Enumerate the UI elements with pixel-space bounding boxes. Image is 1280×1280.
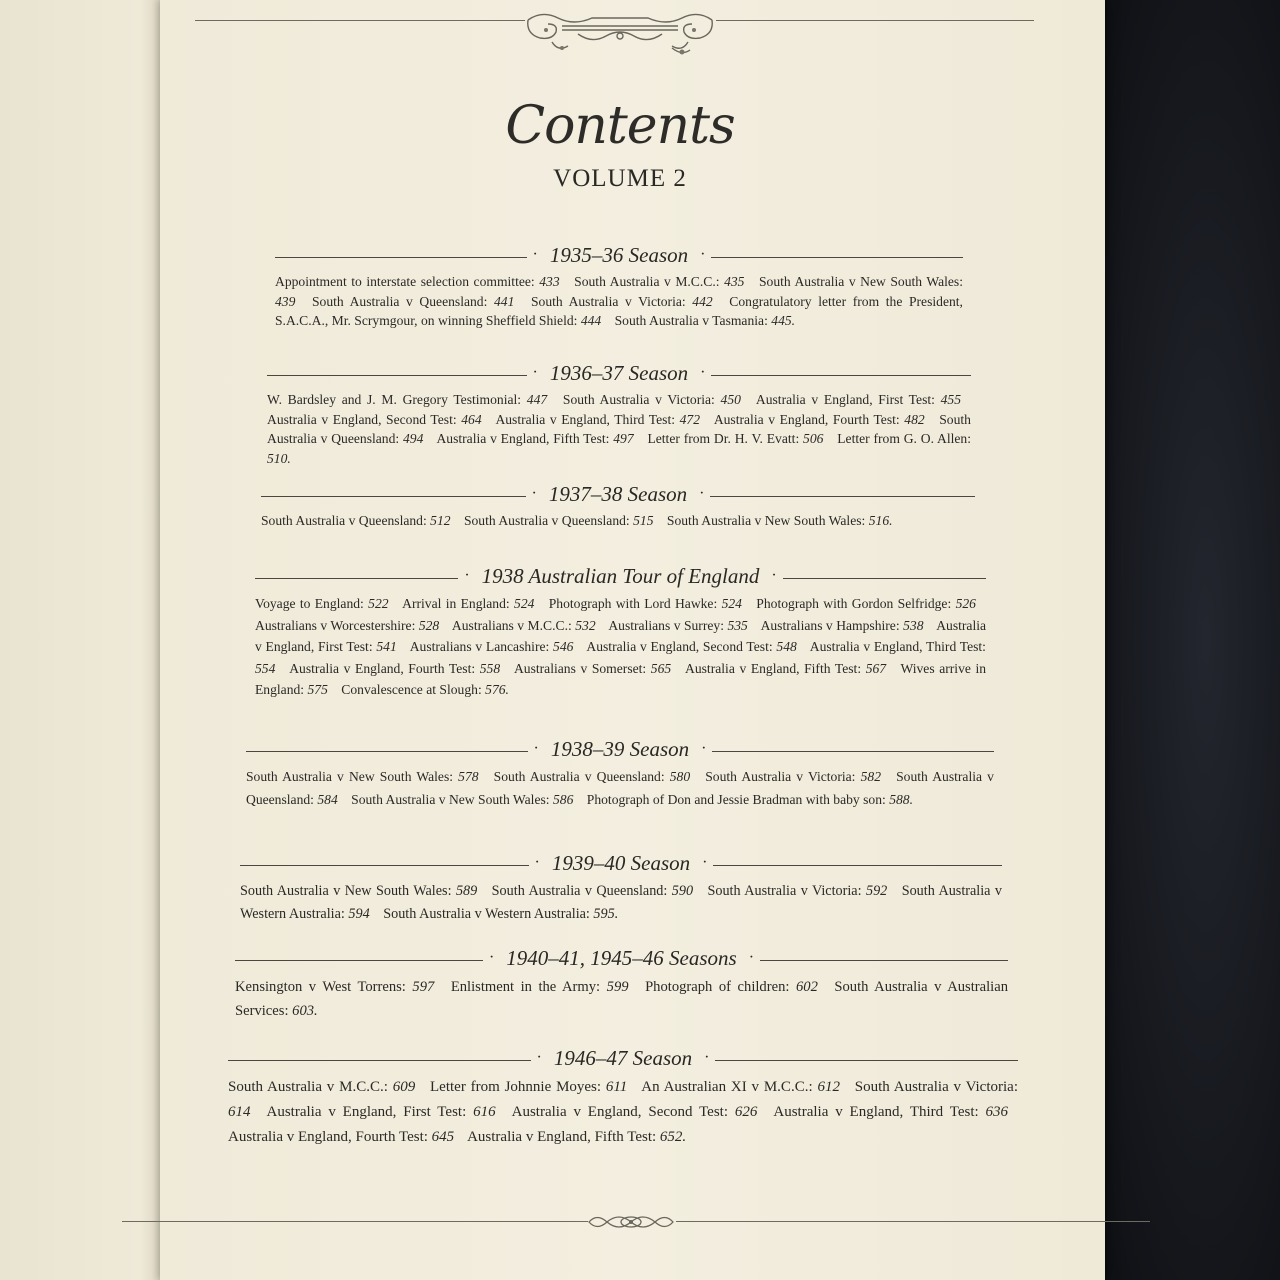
contents-entry	[402, 596, 534, 611]
heading-rule-left	[246, 751, 528, 752]
entry-title: South Australia v Queensland:	[267, 411, 971, 446]
section-1940-46	[235, 945, 1008, 1023]
section-1936-37	[267, 360, 971, 468]
contents-entry	[451, 979, 629, 995]
entry-title: Convalescence at Slough:	[341, 682, 482, 697]
entry-page-number: 528	[418, 617, 440, 633]
entry-page-number: 594	[348, 906, 370, 922]
contents-entry	[267, 412, 482, 427]
entry-page-number: 565	[650, 660, 672, 676]
entry-title: South Australia v New South Wales:	[666, 513, 866, 528]
section-title: 1939–40 Season	[551, 850, 691, 875]
entry-page-number: 524	[514, 596, 535, 611]
entry-page-number: 652.	[659, 1129, 687, 1145]
entry-title: South Australia v New South Wales:	[351, 791, 550, 807]
heading-rule-right	[710, 496, 975, 497]
contents-entry	[512, 1104, 758, 1120]
section-title: 1938 Australian Tour of England	[481, 563, 760, 588]
contents-entry	[514, 661, 671, 676]
entry-page-number: 512	[430, 513, 451, 528]
entry-page-number: 450	[720, 392, 741, 407]
entry-page-number: 611	[605, 1079, 628, 1095]
contents-entry	[410, 639, 574, 654]
entry-title: South Australia v Western Australia:	[240, 883, 1003, 922]
entry-page-number: 444	[580, 313, 602, 328]
section-title: 1946–47 Season	[553, 1045, 693, 1070]
entry-title: South Australia v Tasmania:	[614, 313, 768, 328]
section-entries	[275, 272, 963, 331]
contents-entry	[452, 618, 596, 633]
contents-entry	[531, 294, 713, 309]
section-entries	[228, 1075, 1018, 1150]
section-title: 1938–39 Season	[550, 736, 690, 761]
entry-title: South Australia v Victoria:	[530, 293, 686, 309]
entry-page-number: 497	[613, 431, 634, 446]
entry-title: Kensington v West Torrens:	[235, 979, 406, 995]
entry-page-number: 464	[461, 411, 482, 427]
section-heading: · 1939–40 Season ·	[240, 850, 1002, 876]
contents-entry	[714, 412, 925, 427]
entry-page-number: 599	[606, 979, 629, 995]
entry-title: South Australia v Victoria:	[705, 769, 856, 784]
contents-entry	[574, 274, 744, 289]
contents-entry	[608, 618, 748, 633]
entry-title: Letter from Dr. H. V. Evatt:	[647, 431, 800, 446]
entry-title: South Australia v Victoria:	[707, 883, 862, 899]
heading-rule-right	[783, 578, 986, 579]
section-heading: · 1938–39 Season ·	[246, 736, 994, 762]
contents-entry	[430, 1079, 627, 1095]
heading-rule-right	[711, 375, 971, 376]
entry-page-number: 645	[431, 1129, 455, 1145]
entry-title: Australia v England, First Test:	[255, 617, 987, 654]
section-1946-47	[228, 1045, 1018, 1150]
entry-page-number: 554	[255, 660, 276, 676]
heading-rule-left	[261, 496, 526, 497]
entry-page-number: 442	[692, 293, 713, 309]
heading-rule-right	[711, 257, 963, 258]
entry-page-number: 515	[633, 513, 654, 528]
heading-rule-right	[715, 1060, 1018, 1061]
entry-title: South Australia v Queensland:	[312, 293, 488, 309]
entry-page-number: 472	[679, 411, 700, 427]
page-title: Contents	[505, 96, 735, 156]
contents-entry	[756, 392, 961, 407]
entry-title: Voyage to England:	[255, 596, 364, 611]
entry-title: South Australia v New South Wales:	[240, 883, 452, 899]
entry-page-number: 439	[275, 293, 296, 309]
contents-entry	[761, 618, 924, 633]
section-entries	[255, 593, 986, 701]
section-title: 1936–37 Season	[549, 360, 689, 385]
entry-title: South Australia v M.C.C.:	[228, 1079, 388, 1095]
heading-rule-right	[760, 960, 1008, 961]
entry-page-number: 510.	[267, 450, 291, 466]
contents-entry	[705, 769, 881, 784]
contents-entry	[667, 513, 893, 528]
entry-page-number: 588.	[889, 791, 913, 807]
bottom-rule-right	[676, 1221, 1150, 1222]
entry-page-number: 582	[860, 769, 881, 784]
contents-entry	[436, 431, 633, 446]
section-heading: · 1940–41, 1945–46 Seasons ·	[235, 945, 1008, 971]
entry-title: Photograph of children:	[645, 979, 790, 995]
entry-title: South Australia v Queensland:	[261, 513, 427, 528]
contents-entry	[383, 906, 618, 922]
section-entries	[235, 975, 1008, 1023]
entry-page-number: 447	[526, 392, 548, 407]
section-1938-39	[246, 736, 994, 811]
contents-entry	[235, 979, 434, 995]
entry-page-number: 455	[940, 392, 962, 407]
entry-page-number: 592	[865, 883, 888, 899]
entry-title: South Australia v New South Wales:	[758, 274, 964, 289]
entry-title: Australians v M.C.C.:	[451, 617, 572, 633]
entry-title: Letter from G. O. Allen:	[837, 431, 971, 446]
entry-page-number: 548	[776, 639, 797, 654]
contents-entry	[246, 769, 479, 784]
entry-title: Australians v Hampshire:	[760, 617, 900, 633]
section-heading: · 1936–37 Season ·	[267, 360, 971, 386]
heading-rule-right	[713, 865, 1002, 866]
entry-page-number: 433	[539, 274, 560, 289]
entry-page-number: 636	[985, 1104, 1009, 1120]
entry-title: South Australia v Queensland:	[493, 769, 665, 784]
contents-entry	[289, 661, 500, 676]
entry-title: South Australia v Queensland:	[463, 513, 630, 528]
contents-entry	[647, 431, 823, 446]
contents-entry	[645, 979, 818, 995]
entry-title: Australia v England, Fourth Test:	[228, 1129, 428, 1145]
entry-page-number: 441	[493, 293, 515, 309]
entry-title: Australia v England, First Test:	[755, 392, 935, 407]
entry-title: Australians v Surrey:	[608, 617, 724, 633]
entry-page-number: 578	[458, 769, 479, 784]
entry-title: South Australia v Queensland:	[491, 883, 668, 899]
contents-entry	[351, 792, 573, 807]
section-entries	[246, 766, 994, 811]
entry-page-number: 522	[368, 596, 389, 611]
entry-title: South Australia v Western Australia:	[383, 906, 590, 922]
contents-entry	[549, 596, 742, 611]
heading-rule-left	[275, 257, 527, 258]
entry-title: Australia v England, Second Test:	[511, 1104, 729, 1120]
entry-page-number: 626	[734, 1104, 758, 1120]
entry-title: Wives arrive in England:	[255, 660, 987, 697]
volume-label: VOLUME 2	[553, 165, 687, 192]
contents-entry	[341, 682, 509, 697]
section-heading: · 1937–38 Season ·	[261, 481, 975, 507]
entry-title: South Australia v M.C.C.:	[574, 274, 720, 289]
entry-page-number: 576.	[485, 682, 509, 697]
entry-title: Australia v England, Fifth Test:	[436, 431, 610, 446]
section-heading: · 1935–36 Season ·	[275, 242, 963, 268]
contents-entry	[467, 1129, 686, 1145]
contents-entry	[228, 1079, 415, 1095]
bottom-rule-left	[122, 1221, 588, 1222]
entry-page-number: 494	[403, 431, 424, 446]
contents-entry	[586, 639, 796, 654]
entry-title: Photograph of Don and Jessie Bradman with baby son:	[586, 791, 886, 807]
contents-entry	[756, 596, 976, 611]
entry-title: Enlistment in the Army:	[450, 979, 601, 995]
contents-entry	[615, 313, 795, 328]
bottom-ornament-icon	[585, 1209, 677, 1235]
entry-title: South Australia v New South Wales:	[246, 769, 454, 784]
entry-page-number: 584	[317, 791, 338, 807]
entry-page-number: 546	[553, 639, 574, 654]
contents-entry	[261, 513, 451, 528]
entry-title: Photograph with Lord Hawke:	[548, 596, 718, 611]
section-heading: · 1938 Australian Tour of England ·	[255, 563, 986, 589]
entry-page-number: 616	[473, 1104, 496, 1120]
entry-title: Australians v Somerset:	[513, 660, 647, 676]
contents-entry	[495, 412, 700, 427]
contents-entry	[275, 274, 560, 289]
entry-page-number: 580	[669, 769, 691, 784]
section-1935-36	[275, 242, 963, 331]
section-entries	[261, 511, 975, 531]
entry-title: An Australian XI v M.C.C.:	[641, 1079, 813, 1095]
section-entries	[267, 390, 971, 468]
entry-page-number: 435	[724, 274, 745, 289]
heading-rule-right	[712, 751, 994, 752]
contents-entry	[228, 1129, 454, 1145]
contents-entry	[255, 596, 389, 611]
entry-title: Australians v Lancashire:	[409, 639, 550, 654]
entry-page-number: 541	[376, 639, 397, 654]
section-entries	[240, 880, 1002, 926]
entry-page-number: 506	[803, 431, 824, 446]
section-title: 1937–38 Season	[548, 481, 688, 506]
entry-page-number: 586	[552, 791, 574, 807]
entry-page-number: 516.	[868, 513, 893, 528]
entry-title: Australia v England, Fifth Test:	[467, 1129, 657, 1145]
contents-entry	[707, 883, 887, 899]
section-1939-40	[240, 850, 1002, 926]
entry-page-number: 445.	[771, 313, 796, 328]
top-ornament-icon	[522, 8, 718, 60]
contents-entry	[494, 769, 690, 784]
entry-title: Letter from Johnnie Moyes:	[430, 1079, 602, 1095]
top-rule-left	[195, 20, 525, 21]
heading-rule-left	[228, 1060, 531, 1061]
entry-page-number: 526	[955, 596, 976, 611]
entry-title: Photograph with Gordon Selfridge:	[756, 596, 952, 611]
entry-page-number: 535	[727, 617, 748, 633]
entry-page-number: 558	[479, 660, 501, 676]
contents-entry	[563, 392, 741, 407]
heading-rule-left	[235, 960, 483, 961]
entry-title: Australia v England, Fourth Test:	[289, 660, 476, 676]
entry-page-number: 603.	[292, 1003, 318, 1019]
entry-page-number: 614	[228, 1104, 251, 1120]
entry-title: South Australia v Queensland:	[246, 769, 994, 807]
entry-title: Australia v England, Third Test:	[809, 639, 986, 654]
entry-page-number: 538	[903, 617, 924, 633]
entry-page-number: 532	[575, 617, 596, 633]
entry-page-number: 595.	[593, 906, 619, 922]
entry-page-number: 524	[721, 596, 742, 611]
entry-title: Australians v Worcestershire:	[255, 617, 416, 633]
entry-page-number: 575	[307, 682, 328, 697]
contents-entry	[312, 294, 514, 309]
entry-page-number: 590	[671, 883, 694, 899]
contents-entry	[773, 1104, 1008, 1120]
section-1937-38	[261, 481, 975, 531]
heading-rule-left	[240, 865, 529, 866]
section-1938-tour	[255, 563, 986, 701]
contents-entry	[267, 1104, 496, 1120]
entry-page-number: 597	[412, 979, 435, 995]
contents-entry	[685, 661, 886, 676]
entry-title: W. Bardsley and J. M. Gregory Testimonial:	[267, 392, 522, 407]
contents-entry	[240, 883, 477, 899]
section-title: 1935–36 Season	[549, 242, 689, 267]
entry-title: Australia v England, Third Test:	[495, 411, 676, 427]
entry-page-number: 589	[455, 883, 478, 899]
contents-entry	[641, 1079, 840, 1095]
entry-page-number: 612	[817, 1079, 840, 1095]
entry-page-number: 602	[795, 979, 818, 995]
entry-title: South Australia v Victoria:	[562, 392, 715, 407]
entry-title: Congratulatory letter from the President, S.A.C.A., Mr. Scrymgour, on winning Sheffield Shield:	[275, 293, 963, 328]
section-heading: · 1946–47 Season ·	[228, 1045, 1018, 1071]
entry-page-number: 609	[392, 1079, 416, 1095]
entry-title: Appointment to interstate selection committee:	[275, 274, 535, 289]
entry-title: South Australia v Victoria:	[854, 1079, 1018, 1095]
top-rule-right	[716, 20, 1034, 21]
contents-entry	[267, 392, 547, 407]
contents-entry	[587, 792, 913, 807]
entry-title: Australia v England, Third Test:	[773, 1104, 979, 1120]
entry-title: Arrival in England:	[402, 596, 510, 611]
entry-title: Australia v England, First Test:	[266, 1104, 467, 1120]
entry-page-number: 567	[865, 660, 887, 676]
section-title: 1940–41, 1945–46 Seasons	[506, 945, 737, 970]
heading-rule-left	[267, 375, 527, 376]
contents-entry	[464, 513, 654, 528]
entry-page-number: 482	[904, 411, 925, 427]
heading-rule-left	[255, 578, 458, 579]
entry-title: Australia v England, Second Test:	[267, 411, 457, 427]
entry-title: South Australia v Australian Services:	[235, 979, 1008, 1019]
contents-entry	[255, 618, 439, 633]
contents-entry	[492, 883, 693, 899]
entry-title: Australia v England, Fifth Test:	[685, 660, 862, 676]
entry-title: Australia v England, Second Test:	[586, 639, 773, 654]
entry-title: Australia v England, Fourth Test:	[713, 411, 900, 427]
